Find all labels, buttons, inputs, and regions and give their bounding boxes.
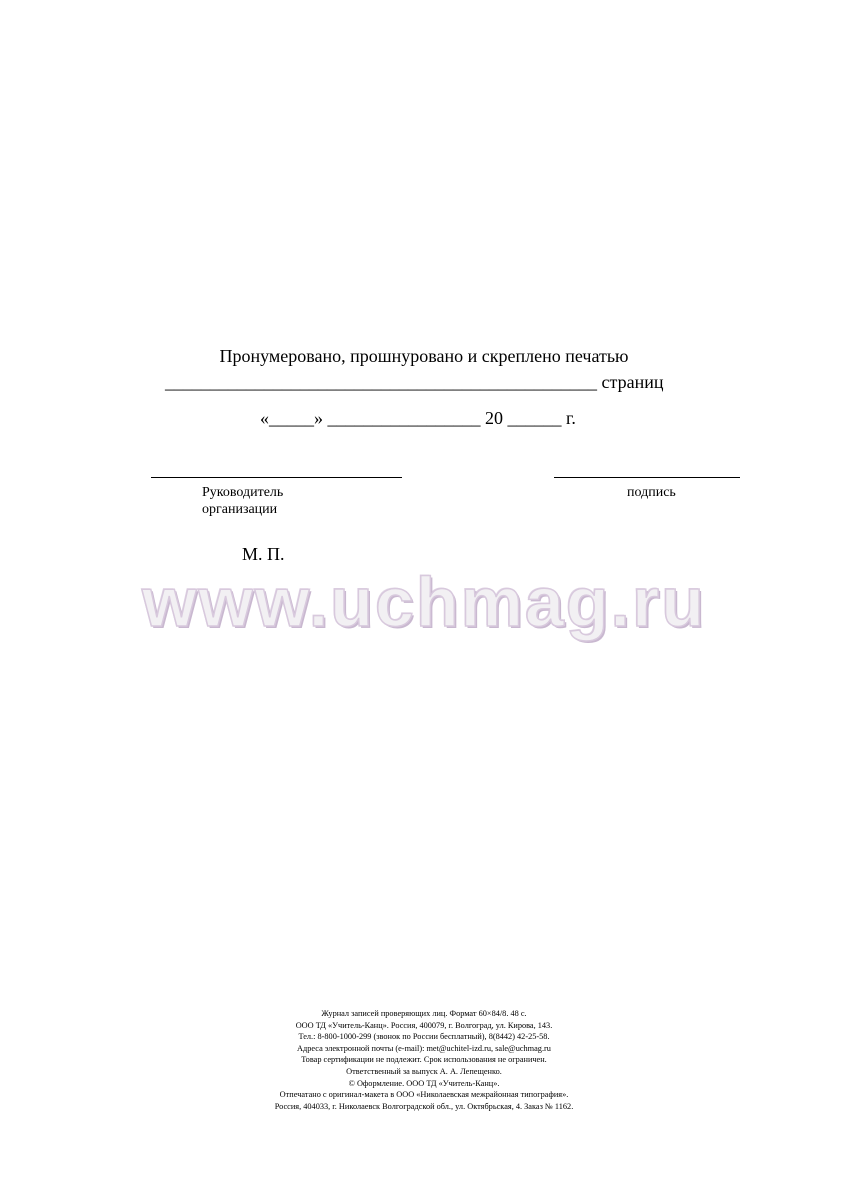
imprint-line: Журнал записей проверяющих лиц. Формат 60×84/8. 48 с. [321,1009,527,1018]
manager-caption-line-2: организации [202,502,278,517]
imprint-line: Ответственный за выпуск А. А. Лепещенко. [346,1066,502,1076]
signature-caption: подпись [627,485,676,500]
signature-rule [554,477,740,478]
seal-place-label: М. П. [242,544,285,564]
pages-count-line: ________________________________________________ страниц [165,372,664,392]
imprint-line: Адреса электронной почты (e-mail): met@uchitel-izd.ru, sale@uchmag.ru [297,1043,551,1053]
manager-caption-line-1: Руководитель [202,485,284,500]
watermark: www.uchmag.ru [141,563,707,641]
manager-caption [202,484,322,518]
imprint-block [0,1008,848,1112]
manager-signature-rule [151,477,402,478]
imprint-line: Отпечатано с оригинал-макета в ООО «Николаевская межрайонная типография». [279,1090,569,1100]
certification-line: Пронумеровано, прошнуровано и скреплено печатью [219,346,629,366]
imprint-line: © Оформление. ООО ТД «Учитель-Канц». [348,1078,500,1088]
imprint-line: Тел.: 8-800-1000-299 (звонок по России бесплатный), 8(8442) 42-25-58. [298,1032,550,1042]
date-line: «_____» _________________ 20 ______ г. [260,408,576,428]
imprint-line: Товар сертификации не подлежит. Срок использования не ограничен. [301,1055,547,1065]
imprint-line: Россия, 404033, г. Николаевск Волгоградской обл., ул. Октябрьская, 4. Заказ № 1162. [274,1101,574,1111]
imprint-line: ООО ТД «Учитель-Канц». Россия, 400079, г. Волгоград, ул. Кирова, 143. [295,1020,553,1030]
